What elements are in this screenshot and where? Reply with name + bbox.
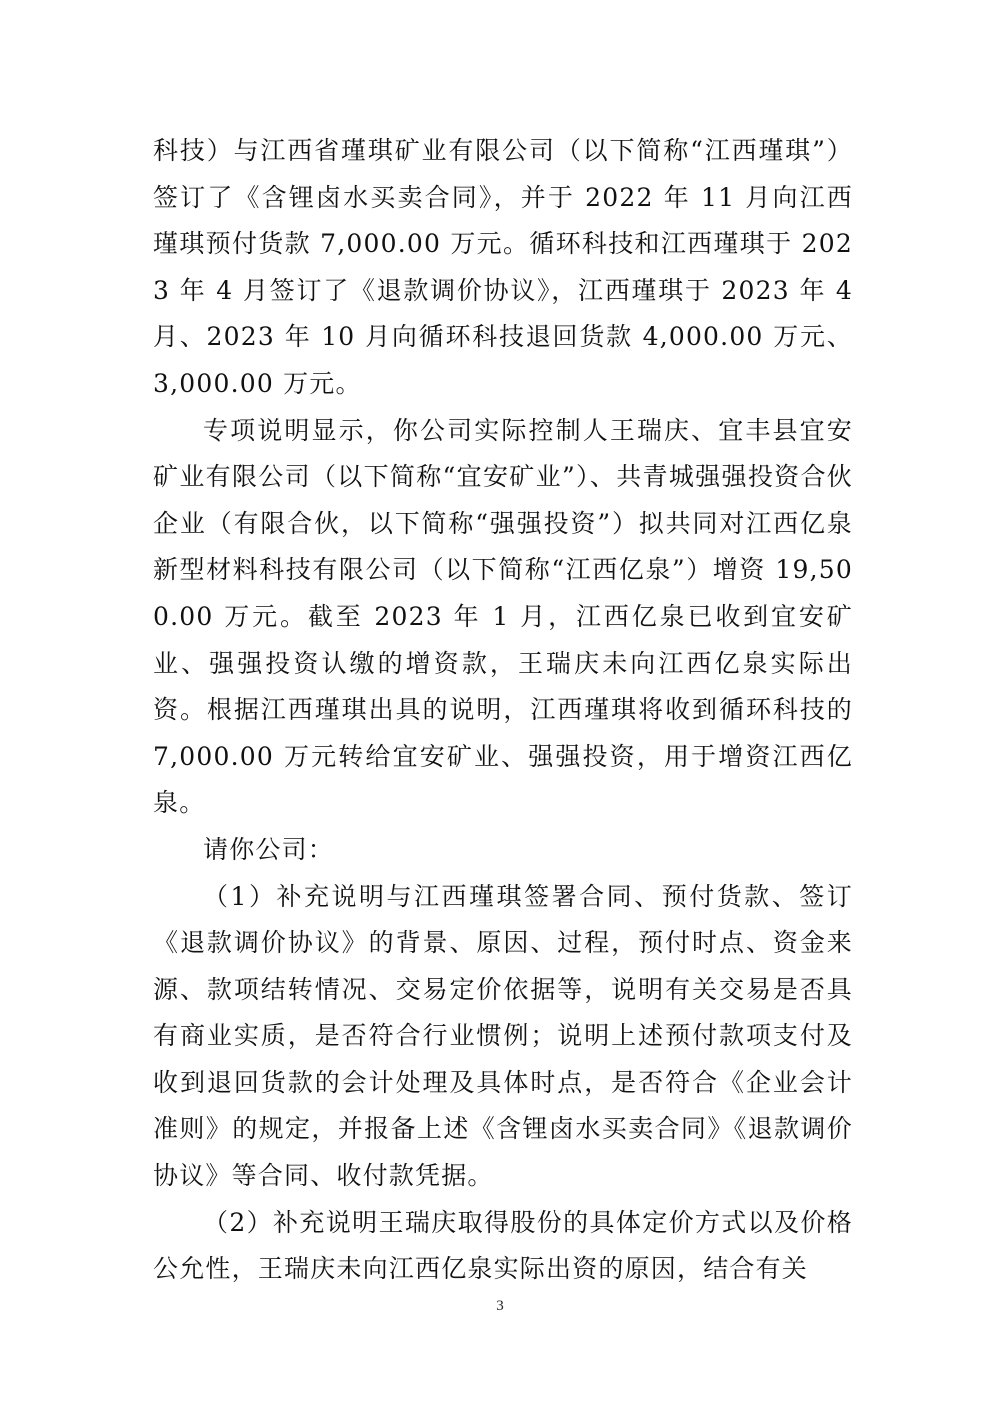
paragraph-request-item-1: （1）补充说明与江西瑾琪签署合同、预付货款、签订《退款调价协议》的背景、原因、过程，预付时点、资金来源、款项结转情况、交易定价依据等，说明有关交易是否具有商业实质，是否符合行业惯例；说明上述预付款项支付及收到退回货款的会计处理及具体时点，是否符合《企业会计准则》的规定，并报备上述《含锂卤水买卖合同》《退款调价协议》等合同、收付款凭据。	[153, 881, 853, 1191]
paragraph-request-item-2: （2）补充说明王瑞庆取得股份的具体定价方式以及价格公允性，王瑞庆未向江西亿泉实际出资的原因，结合有关	[153, 1207, 853, 1284]
paragraph-contract-prepayment: 科技）与江西省瑾琪矿业有限公司（以下简称“江西瑾琪”）签订了《含锂卤水买卖合同》，并于 2022 年 11 月向江西瑾琪预付货款 7,000.00 万元。循环科技和江西瑾琪于 2023 年 4 月签订了《退款调价协议》，江西瑾琪于 2023 年 4 月、2023 年 10 月向循环科技退回货款 4,000.00 万元、3,000.00 万元。	[153, 136, 853, 398]
paragraph-request-heading: 请你公司：	[203, 834, 335, 864]
document-body	[153, 128, 853, 1293]
page-number: 3	[496, 1298, 504, 1314]
paragraph-capital-increase: 专项说明显示，你公司实际控制人王瑞庆、宜丰县宜安矿业有限公司（以下简称“宜安矿业”）、共青城强强投资合伙企业（有限合伙，以下简称“强强投资”）拟共同对江西亿泉新型材料科技有限公司（以下简称“江西亿泉”）增资 19,500.00 万元。截至 2023 年 1 月，江西亿泉已收到宜安矿业、强强投资认缴的增资款，王瑞庆未向江西亿泉实际出资。根据江西瑾琪出具的说明，江西瑾琪将收到循环科技的 7,000.00 万元转给宜安矿业、强强投资，用于增资江西亿泉。	[153, 415, 853, 818]
